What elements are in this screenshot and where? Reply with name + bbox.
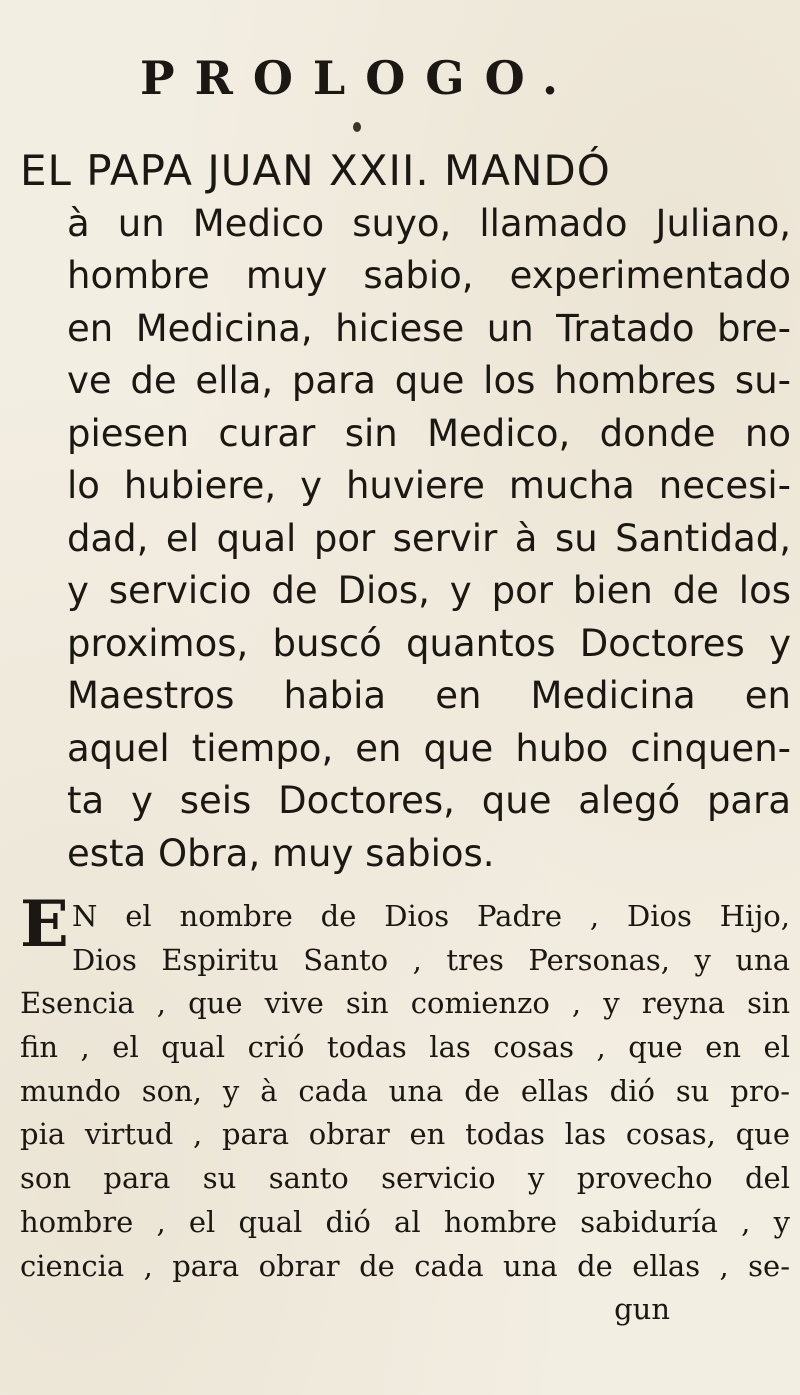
drop-cap: E [20, 887, 69, 962]
body-paragraph [20, 887, 790, 1332]
intro-line-text: dad, el qual por servir à su Santidad, [67, 516, 791, 560]
intro-line-text: proximos, buscó quantos Doctores y [67, 621, 791, 665]
body-line: Esencia , que vive sin comienzo , y reyna sin [20, 986, 790, 1021]
intro-line [20, 355, 790, 408]
intro-line [20, 618, 790, 671]
intro-line-text: à un Medico suyo, llamado Juliano, [67, 201, 791, 245]
page-heading: PROLOGO. [140, 51, 578, 105]
body-line: fin , el qual crió todas las cosas , que en el [20, 1030, 790, 1065]
body-line: N el nombre de Dios Padre , Dios Hijo, [72, 899, 790, 933]
body-line: ciencia , para obrar de cada una de ellas , se- [20, 1248, 790, 1283]
intro-line-text: ta y seis Doctores, que alegó para [67, 779, 791, 822]
body-line: hombre , el qual dió al hombre sabiduría , y [20, 1204, 790, 1239]
body-line: son para su santo servicio y provecho del [20, 1161, 790, 1196]
intro-line [20, 408, 790, 461]
intro-line-text: EL PAPA JUAN XXII. MANDÓ [20, 146, 611, 195]
intro-line [20, 775, 790, 828]
intro-line [20, 723, 790, 776]
intro-paragraph [20, 145, 790, 880]
intro-line-text: hombre muy sabio, experimentado [67, 254, 791, 297]
intro-line [20, 828, 790, 881]
intro-line [20, 145, 790, 198]
intro-line-text: aquel tiempo, en que hubo cinquen- [67, 726, 791, 770]
intro-line [20, 303, 790, 356]
intro-line-text: esta Obra, muy sabios. [67, 831, 495, 875]
intro-line [20, 670, 790, 723]
intro-line [20, 513, 790, 566]
intro-line-text: ve de ella, para que los hombres su- [67, 359, 791, 402]
intro-line-text: lo hubiere, y huviere mucha necesi- [67, 464, 791, 507]
body-line: mundo son, y à cada una de ellas dió su pro- [20, 1073, 790, 1108]
ink-dot-mark [353, 122, 361, 132]
intro-line-text: piesen curar sin Medico, donde no [67, 411, 791, 455]
intro-line-text: y servicio de Dios, y por bien de los [67, 569, 791, 612]
intro-line-text: en Medicina, hiciese un Tratado bre- [67, 306, 791, 350]
intro-line-text: Maestros habia en Medicina en [67, 674, 791, 717]
intro-line [20, 460, 790, 513]
body-line: pia virtud , para obrar en todas las cosas, que [20, 1117, 790, 1152]
body-line: Dios Espiritu Santo , tres Personas, y una [72, 942, 790, 977]
catchword: gun [614, 1292, 670, 1327]
intro-line [20, 198, 790, 251]
intro-line [20, 250, 790, 303]
intro-line [20, 565, 790, 618]
